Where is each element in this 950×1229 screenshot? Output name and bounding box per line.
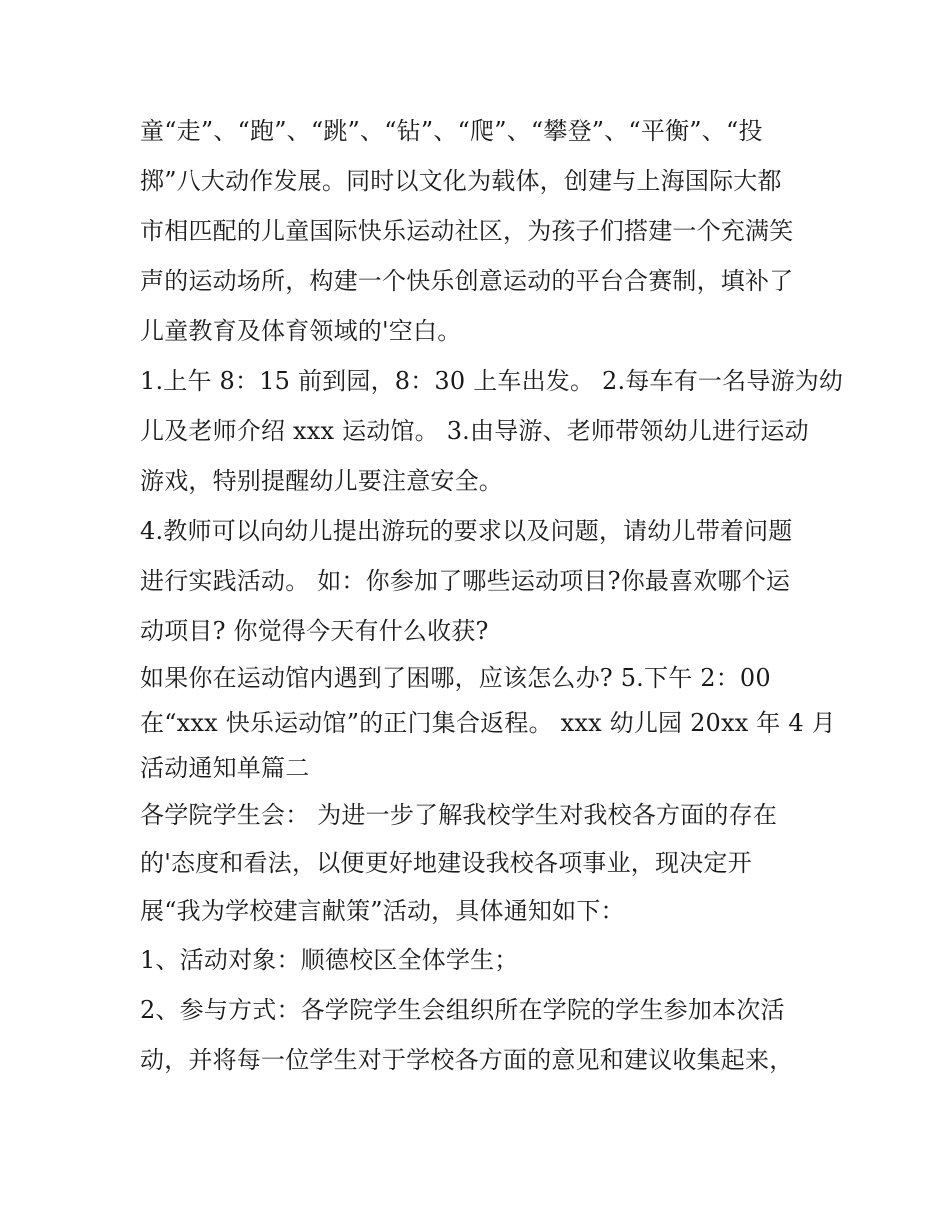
text-line: 1.上午 8：15 前到园，8：30 上车出发。 2.每车有一名导游为幼 [140,367,844,395]
text-line: 进行实践活动。 如：你参加了哪些运动项目?你最喜欢哪个运 [140,567,791,595]
text-line: 1、活动对象：顺德校区全体学生； [140,946,519,974]
text-line: 动项目? 你觉得今天有什么收获? [140,617,489,645]
text-line: 在“xxx 快乐运动馆”的正门集合返程。 xxx 幼儿园 20xx 年 4 月 [140,709,836,737]
text-line: 儿及老师介绍 xxx 运动馆。 3.由导游、老师带领幼儿进行运动 [140,417,809,445]
text-line: 各学院学生会： 为进一步了解我校学生对我校各方面的存在 [140,801,778,829]
text-line: 的'态度和看法，以便更好地建设我校各项事业，现决定开 [140,849,752,877]
text-line: 4.教师可以向幼儿提出游玩的要求以及问题，请幼儿带着问题 [140,517,793,545]
text-line: 动，并将每一位学生对于学校各方面的意见和建议收集起来， [140,1046,794,1074]
text-line: 市相匹配的儿童国际快乐运动社区，为孩子们搭建一个充满笑 [140,217,794,245]
text-line: 如果你在运动馆内遇到了困哪，应该怎么办? 5.下午 2：00 [140,664,771,692]
text-line: 声的运动场所，构建一个快乐创意运动的平台合赛制，填补了 [140,267,794,295]
text-line: 游戏，特别提醒幼儿要注意安全。 [140,467,503,495]
text-line: 童“走”、“跑”、“跳”、“钻”、“爬”、“攀登”、“平衡”、“投 [140,117,763,145]
text-line: 儿童教育及体育领域的'空白。 [140,317,462,345]
section-heading: 活动通知单篇二 [140,754,310,782]
text-line: 2、参与方式：各学院学生会组织所在学院的学生参加本次活 [140,996,785,1024]
text-line: 展“我为学校建言献策”活动，具体通知如下： [140,897,625,925]
text-line: 掷”八大动作发展。同时以文化为载体，创建与上海国际大都 [140,167,782,195]
document-body [140,106,844,1085]
